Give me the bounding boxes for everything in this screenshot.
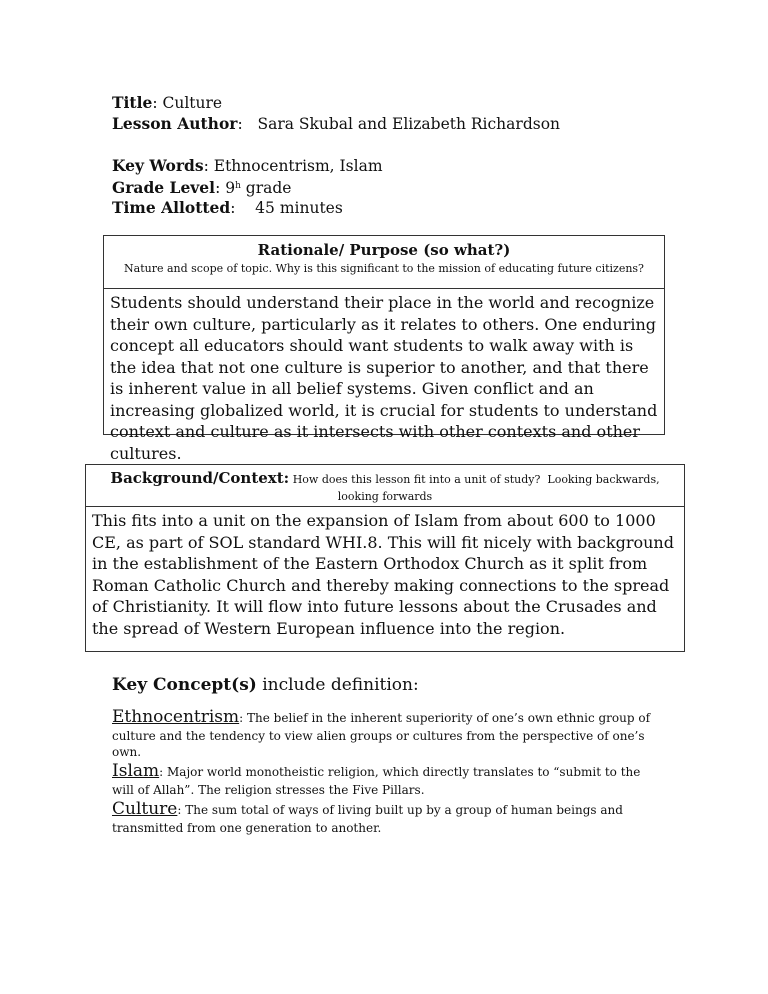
rationale-subtitle: Nature and scope of topic. Why is this significant to the mission of educating future citizens?: [124, 262, 644, 275]
author-line: [112, 113, 560, 135]
time-value: : 45 minutes: [230, 199, 343, 217]
grade-value-prefix: : 9: [215, 179, 236, 197]
definition-text: : The belief in the inherent superiority of one’s own ethnic group of culture and the tendency to view alien groups or cultures from the perspective of one’s own.: [112, 711, 651, 759]
background-body-box: [85, 506, 685, 652]
rationale-header-box: [103, 235, 665, 289]
time-label: Time Allotted: [112, 198, 231, 217]
background-subtitle-line1: How does this lesson fit into a unit of study? Looking backwards,: [289, 473, 660, 486]
key-concepts-title-bold: Key Concept(s): [112, 675, 257, 695]
keywords-label: Key Words: [112, 156, 204, 175]
definition-term: Islam: [112, 761, 160, 781]
definitions-list: [112, 706, 657, 836]
author-value: : Sara Skubal and Elizabeth Richardson: [237, 115, 561, 133]
grade-line: [112, 176, 291, 199]
background-subtitle-line2: looking forwards: [337, 490, 433, 503]
definition-item: [112, 760, 657, 798]
background-body-text: This fits into a unit on the expansion of Islam from about 600 to 1000 CE, as part of SOL standard WHI.8. This will fit nicely with background in the establishment of the Eastern Orthodox Church as it split from Roman Catholic Church and thereby making connections to the spread of Christianity. It will flow into future lessons about the Crusades and the spread of Western European influence into the region.: [92, 511, 674, 638]
keywords-value: : Ethnocentrism, Islam: [203, 157, 383, 175]
rationale-body-box: [103, 288, 665, 463]
definition-item: [112, 798, 657, 836]
keywords-line: [112, 155, 383, 177]
grade-label: Grade Level: [112, 178, 216, 197]
title-line: [112, 92, 222, 114]
definition-item: [112, 706, 657, 760]
background-header-box: [85, 464, 685, 507]
key-concepts-heading: [112, 674, 419, 696]
grade-value-sup: h: [235, 181, 241, 191]
background-title: Background/Context:: [110, 469, 290, 487]
title-value: : Culture: [152, 94, 223, 112]
grade-value-suffix: grade: [240, 179, 292, 197]
rationale-body-text: Students should understand their place in the world and recognize their own culture, particularly as it relates to others. One enduring concept all educators should want students to walk away with is the idea that not one culture is superior to another, and that there is inherent value in all belief systems. Given conflict and an increasing globalized world, it is crucial for students to understand context and culture as it intersects with other contexts and other cultures.: [110, 293, 658, 463]
rationale-title: Rationale/ Purpose (so what?): [257, 241, 511, 259]
definition-text: : Major world monotheistic religion, which directly translates to “submit to the will of Allah”. The religion stresses the Five Pillars.: [112, 765, 641, 797]
definition-text: : The sum total of ways of living built up by a group of human beings and transmitted from one generation to another.: [112, 803, 623, 835]
title-label: Title: [112, 93, 153, 112]
definition-term: Culture: [112, 799, 178, 819]
time-line: [112, 197, 343, 219]
author-label: Lesson Author: [112, 114, 238, 133]
key-concepts-title-rest: include definition:: [256, 675, 419, 695]
definition-term: Ethnocentrism: [112, 707, 240, 727]
